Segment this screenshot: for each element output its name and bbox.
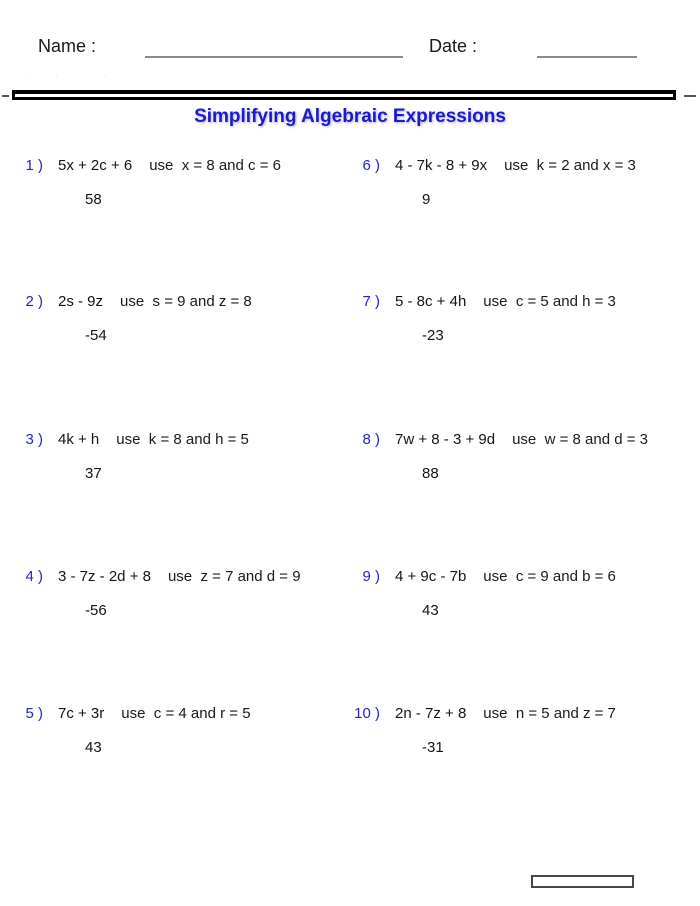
answer: -54 [85, 327, 107, 344]
answer: 58 [85, 191, 102, 208]
answer: -23 [422, 327, 444, 344]
problem-9 [337, 569, 616, 618]
expression: 5x + 2c + 6 [58, 157, 133, 174]
use-clause: use k = 8 and h = 5 [116, 431, 249, 448]
name-label: Name : [38, 36, 97, 56]
use-clause: use k = 2 and x = 3 [504, 157, 636, 174]
question-line [337, 294, 616, 309]
question-line [0, 158, 281, 173]
footer-blank-box [531, 875, 634, 888]
question-line [0, 569, 301, 584]
page-title: Simplifying Algebraic Expressions [194, 106, 506, 127]
answer: 37 [85, 465, 102, 482]
date-blank-line [537, 56, 637, 58]
use-clause: use s = 9 and z = 8 [120, 293, 252, 310]
expression: 4 - 7k - 8 + 9x [395, 157, 488, 174]
faint-print-artifact: · · · [30, 70, 117, 82]
problem-7 [337, 294, 616, 343]
use-clause: use c = 4 and r = 5 [121, 705, 251, 722]
problem-number: 3 ) [25, 431, 43, 448]
problem-4 [0, 569, 301, 618]
expression: 2n - 7z + 8 [395, 705, 467, 722]
problem-number: 5 ) [25, 705, 43, 722]
problem-number: 4 ) [25, 568, 43, 585]
problem-1 [0, 158, 281, 207]
problem-10 [337, 706, 616, 755]
answer: -56 [85, 602, 107, 619]
expression: 3 - 7z - 2d + 8 [58, 568, 151, 585]
problem-number: 7 ) [362, 293, 380, 310]
problem-number: 10 ) [354, 705, 380, 722]
problem-8 [337, 432, 648, 481]
date-label: Date : [429, 36, 478, 56]
question-line [337, 569, 616, 584]
rule-end-dash-left [2, 95, 9, 97]
use-clause: use c = 5 and h = 3 [483, 293, 616, 310]
use-clause: use n = 5 and z = 7 [483, 705, 616, 722]
use-clause: use z = 7 and d = 9 [167, 568, 301, 585]
problem-2 [0, 294, 252, 343]
question-line [0, 706, 251, 721]
name-blank-line [145, 56, 403, 58]
expression: 7w + 8 - 3 + 9d [395, 431, 496, 448]
problem-number: 9 ) [362, 568, 380, 585]
answer: 88 [422, 465, 439, 482]
problem-5 [0, 706, 251, 755]
answer: 9 [422, 191, 431, 208]
problem-3 [0, 432, 249, 481]
problem-number: 8 ) [362, 431, 380, 448]
problem-number: 6 ) [362, 157, 380, 174]
question-line [337, 706, 616, 721]
use-clause: use w = 8 and d = 3 [512, 431, 649, 448]
question-line [337, 432, 648, 447]
problem-6 [337, 158, 636, 207]
answer: 43 [422, 602, 439, 619]
question-line [0, 294, 252, 309]
expression: 4 + 9c - 7b [395, 568, 467, 585]
expression: 5 - 8c + 4h [395, 293, 467, 310]
answer: 43 [85, 739, 102, 756]
rule-end-dash-right [684, 95, 696, 97]
expression: 7c + 3r [58, 705, 105, 722]
answer: -31 [422, 739, 444, 756]
question-line [0, 432, 249, 447]
problem-number: 2 ) [25, 293, 43, 310]
double-horizontal-rule [12, 90, 676, 100]
use-clause: use x = 8 and c = 6 [149, 157, 281, 174]
problem-number: 1 ) [25, 157, 43, 174]
use-clause: use c = 9 and b = 6 [483, 568, 616, 585]
expression: 2s - 9z [58, 293, 104, 310]
expression: 4k + h [58, 431, 100, 448]
question-line [337, 158, 636, 173]
